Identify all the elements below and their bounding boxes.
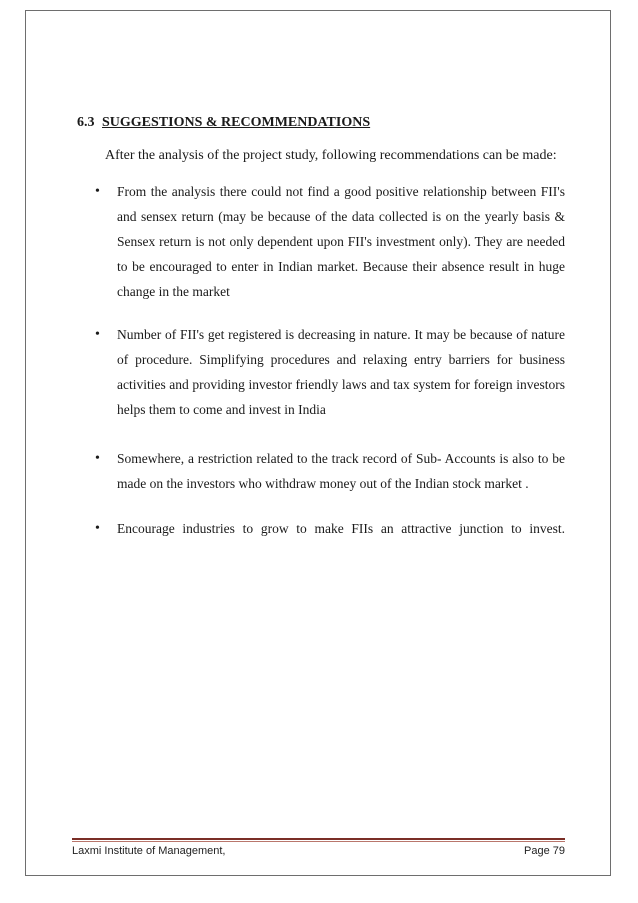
list-item xyxy=(95,179,565,304)
bullet-icon: • xyxy=(95,327,100,342)
bullet-icon: • xyxy=(95,451,100,466)
footer-page-number: Page 79 xyxy=(524,845,565,857)
intro-paragraph: After the analysis of the project study, following recommendations can be made: xyxy=(105,148,557,163)
section-heading xyxy=(77,115,370,131)
list-item-text: Somewhere, a restriction related to the track record of Sub- Accounts is also to be made on the investors who withdraw money out of the Indian stock market . xyxy=(117,451,565,491)
footer-institution: Laxmi Institute of Management, xyxy=(72,845,226,857)
list-item xyxy=(95,322,565,422)
page-border xyxy=(25,10,611,876)
footer-divider-secondary xyxy=(72,841,565,842)
section-title: SUGGESTIONS & RECOMMENDATIONS xyxy=(102,115,371,130)
section-number: 6.3 xyxy=(77,115,95,130)
bullet-icon: • xyxy=(95,184,100,199)
list-item xyxy=(95,516,565,541)
list-item-text: Number of FII's get registered is decreasing in nature. It may be because of nature of procedure. Simplifying procedures and relaxing entry barriers for business activities and providing investor friendly laws and tax system for foreign investors helps them to come and invest in India xyxy=(117,327,565,417)
footer-divider xyxy=(72,838,565,840)
list-item-text: From the analysis there could not find a good positive relationship between FII's and sensex return (may be because of the data collected is on the yearly basis & Sensex return is not only dependent upon FII's investment only). They are needed to be encouraged to enter in Indian market. Because their absence result in huge change in the market xyxy=(117,184,565,299)
list-item xyxy=(95,446,565,496)
list-item-text: Encourage industries to grow to make FIIs an attractive junction to invest. xyxy=(117,521,565,536)
bullet-icon: • xyxy=(95,521,100,536)
